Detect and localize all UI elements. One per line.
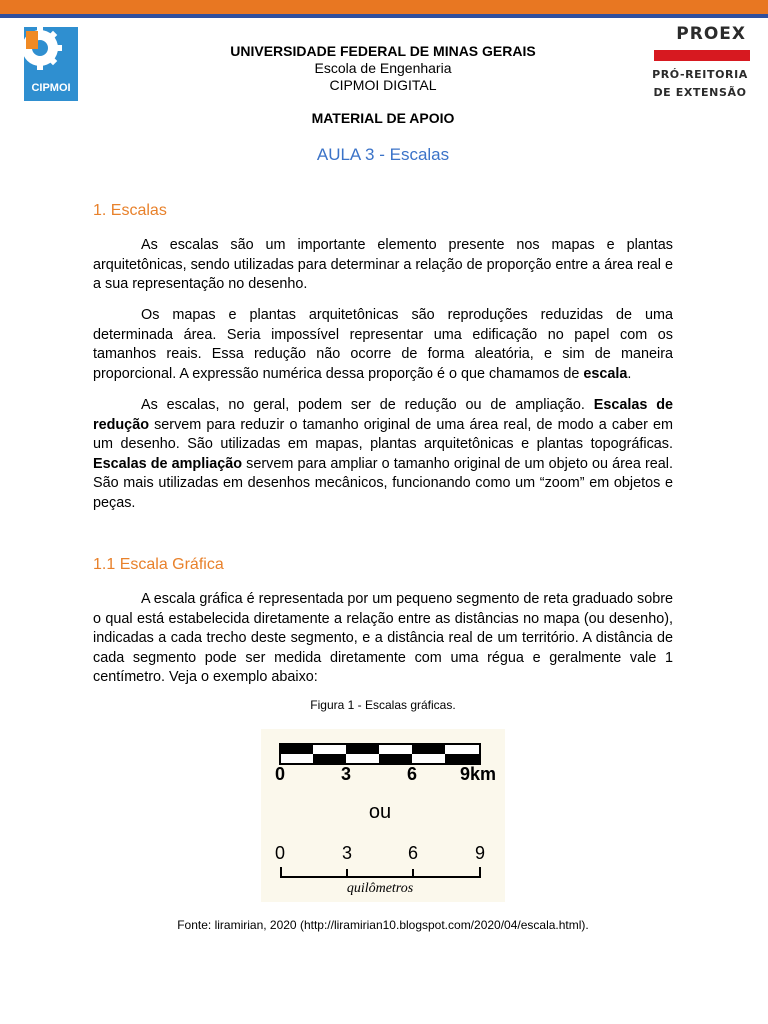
scale-bar-block xyxy=(445,754,480,764)
proex-line-2: DE EXTENSÃO xyxy=(653,86,747,99)
figure-caption: Figura 1 - Escalas gráficas. xyxy=(310,698,456,712)
figure-separator: ou xyxy=(368,801,392,823)
top-orange-band xyxy=(0,0,768,14)
scale-bar-block xyxy=(379,754,412,764)
section-1-1-paragraph: A escala gráfica é representada por um pequeno segmento de reta graduado sobre o qual está estabelecida diretamente a relação entre as distâncias no mapa (ou desenho), indicadas a cada trecho deste segmento, e a distância real de um território. A distância de cada segmento pode ser medida diretamente com uma régua e geralmente vale 1 centímetro. Veja o exemplo abaixo: xyxy=(93,591,674,685)
p3-text-a: As escalas, no geral, podem ser de redução ou de ampliação. xyxy=(141,397,594,413)
scale-bar-block xyxy=(280,744,313,754)
scale2-label: 0 xyxy=(274,843,286,863)
scale-figure xyxy=(261,729,505,902)
section-1-title: 1. Escalas xyxy=(93,202,167,219)
material-label: MATERIAL DE APOIO xyxy=(311,110,455,126)
proex-title: PROEX xyxy=(676,24,746,44)
top-blue-line xyxy=(0,14,768,18)
scale1-label: 6 xyxy=(406,764,418,784)
p3-text-e: servem para ampliar o tamanho original de um objeto ou área real. São mais utilizadas em desenhos mecânicos, funcionando como um “zoom” em objetos e peças. xyxy=(93,455,673,511)
p3-bold-reducao: Escalas de redução xyxy=(93,397,673,433)
p3-text-c: servem para reduzir o tamanho original de uma área real, de modo a caber em um desenho. São utilizadas em mapas, plantas arquitetônicas e plantas topográficas. xyxy=(93,416,673,452)
unit-name: CIPMOI DIGITAL xyxy=(329,77,437,93)
scale2-label: 3 xyxy=(341,843,353,863)
scale2-label: 6 xyxy=(407,843,419,863)
scale1-label: 0 xyxy=(274,764,286,784)
scale2-unit: quilômetros xyxy=(346,881,414,896)
section-1-paragraph-2 xyxy=(93,306,673,384)
scale-bar-block xyxy=(346,744,379,754)
section-1-1-title: 1.1 Escala Gráfica xyxy=(93,556,224,573)
section-1-paragraph-1: As escalas são um importante elemento presente nos mapas e plantas arquitetônicas, sendo utilizadas para determinar a relação de proporção entre a área real e a sua representação no desenho. xyxy=(93,237,673,292)
scale-bar-block xyxy=(412,744,445,754)
document-header xyxy=(180,43,586,94)
lesson-title: AULA 3 - Escalas xyxy=(316,145,450,164)
proex-red-bar xyxy=(654,50,750,61)
p2-text: Os mapas e plantas arquitetônicas são reproduções reduzidas de uma determinada área. Seria impossível representar uma edificação no papel com os tamanhos reais. Essa redução não ocorre de forma aleatória, e sim de maneira proporcional. A expressão numérica dessa proporção é o que chamamos de xyxy=(93,307,673,382)
cipmoi-logo xyxy=(24,27,78,101)
p2-text-end: . xyxy=(627,365,632,382)
p3-bold-ampliacao: Escalas de ampliação xyxy=(93,455,243,472)
cipmoi-logo-text: CIPMOI xyxy=(31,82,71,94)
school-name: Escola de Engenharia xyxy=(314,60,452,76)
proex-line-1: PRÓ-REITORIA xyxy=(652,68,748,81)
scale-bar-block xyxy=(313,754,346,764)
university-name: UNIVERSIDADE FEDERAL DE MINAS GERAIS xyxy=(230,43,536,59)
scale2-label: 9 xyxy=(474,843,486,863)
figure-source: Fonte: liramirian, 2020 (http://liramirian10.blogspot.com/2020/04/escala.html). xyxy=(177,918,589,932)
scale1-label: 9km xyxy=(459,764,497,784)
p2-bold-escala: escala xyxy=(583,365,628,382)
proex-logo xyxy=(648,24,752,102)
scale2-line xyxy=(281,867,480,878)
section-1-paragraph-3 xyxy=(93,396,673,513)
scale1-label: 3 xyxy=(340,764,352,784)
